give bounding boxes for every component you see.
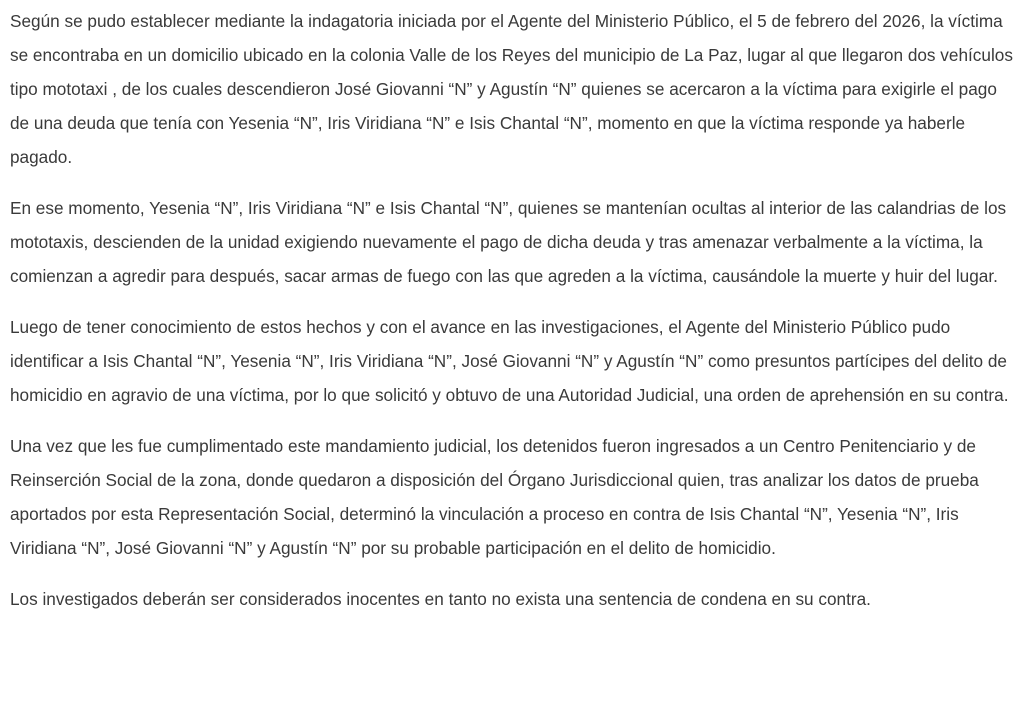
article-paragraph-2: En ese momento, Yesenia “N”, Iris Viridiana “N” e Isis Chantal “N”, quienes se mantenían ocultas al interior de las calandrias de los mototaxis, descienden de la unidad exigiendo nuevamente el pago de dicha deuda y tras amenazar verbalmente a la víctima, la comienzan a agredir para después, sacar armas de fuego con las que agreden a la víctima, causándole la muerte y huir del lugar. [10, 198, 1007, 286]
article-body [10, 4, 1014, 633]
article-paragraph-1: Según se pudo establecer mediante la indagatoria iniciada por el Agente del Ministerio Público, el 5 de febrero del 2026, la víctima se encontraba en un domicilio ubicado en la colonia Valle de los Reyes del municipio de La Paz, lugar al que llegaron dos vehículos tipo mototaxi , de los cuales descendieron José Giovanni “N” y Agustín “N” quienes se acercaron a la víctima para exigirle el pago de una deuda que tenía con Yesenia “N”, Iris Viridiana “N” e Isis Chantal “N”, momento en que la víctima responde ya haberle pagado. [10, 11, 1013, 167]
article-paragraph-4: Una vez que les fue cumplimentado este mandamiento judicial, los detenidos fueron ingresados a un Centro Penitenciario y de Reinserción Social de la zona, donde quedaron a disposición del Órgano Jurisdiccional quien, tras analizar los datos de prueba aportados por esta Representación Social, determinó la vinculación a proceso en contra de Isis Chantal “N”, Yesenia “N”, Iris Viridiana “N”, José Giovanni “N” y Agustín “N” por su probable participación en el delito de homicidio. [10, 436, 979, 558]
article-paragraph-3: Luego de tener conocimiento de estos hechos y con el avance en las investigaciones, el Agente del Ministerio Público pudo identificar a Isis Chantal “N”, Yesenia “N”, Iris Viridiana “N”, José Giovanni “N” y Agustín “N” como presuntos partícipes del delito de homicidio en agravio de una víctima, por lo que solicitó y obtuvo de una Autoridad Judicial, una orden de aprehensión en su contra. [10, 317, 1009, 405]
article-paragraph-5: Los investigados deberán ser considerados inocentes en tanto no exista una sentencia de condena en su contra. [10, 589, 871, 609]
